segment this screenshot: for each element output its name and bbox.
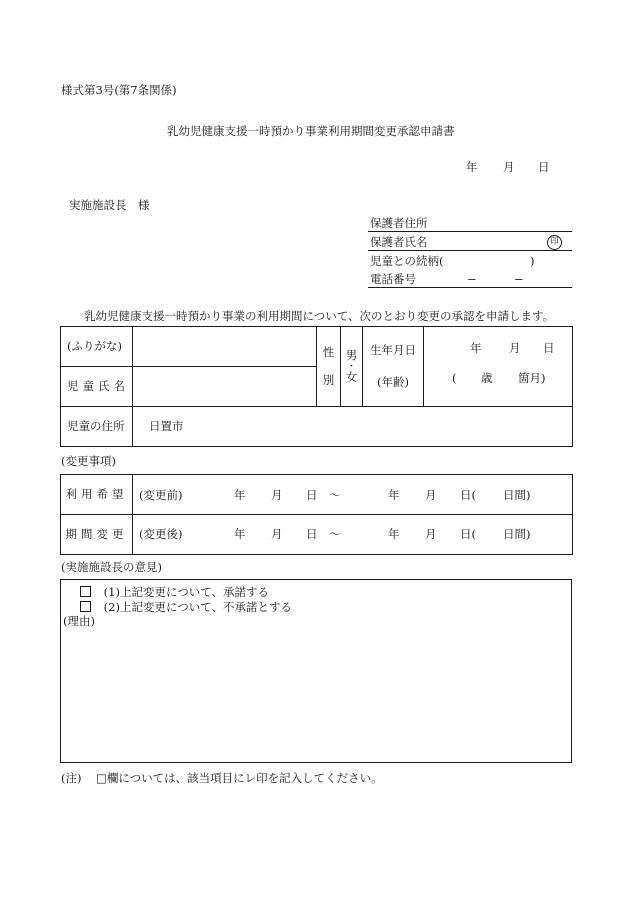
child-name-input[interactable] (133, 367, 317, 407)
before-to-day: 日( (460, 487, 476, 502)
after-from-day: 日 (306, 526, 318, 541)
date-month-label: 月 (503, 160, 515, 174)
after-to-month: 月 (425, 526, 437, 541)
birth-year: 年 (470, 340, 482, 355)
before-from-year: 年 (234, 487, 246, 502)
before-from-month: 月 (271, 487, 283, 502)
relation-label: 児童との続柄( (370, 254, 444, 268)
child-address-label: 児童の住所 (61, 407, 133, 447)
change-row1-label: 利用希望 (61, 475, 133, 515)
addressee: 実施施設長 様 (69, 198, 150, 212)
before-days: 日間) (503, 487, 531, 502)
form-title: 乳幼児健康支援一時預かり事業利用期間変更承認申請書 (167, 124, 455, 138)
seal-mark (547, 235, 562, 250)
birth-day: 日 (543, 340, 555, 355)
after-label: (変更後) (139, 526, 183, 541)
note-text: □欄については、該当項目にレ印を記入してください。 (96, 771, 383, 785)
relation-close: ) (530, 254, 535, 268)
before-label: (変更前) (139, 487, 183, 502)
change-table (60, 474, 573, 555)
furigana-input[interactable] (133, 327, 317, 367)
opinion-option-2[interactable] (80, 601, 292, 614)
phone-dash-1: − (467, 272, 477, 286)
child-info-table (60, 326, 573, 447)
before-tilde: 〜 (329, 487, 341, 502)
before-from-day: 日 (306, 487, 318, 502)
option-1-text: (1)上記変更について、承諾する (103, 585, 269, 599)
guardian-name-line[interactable] (368, 250, 572, 251)
birth-month: 月 (509, 340, 521, 355)
birth-label: 生年月日 (370, 343, 416, 357)
age-years: 歳 (481, 370, 493, 385)
note-label: (注) (61, 771, 82, 785)
sex-male[interactable]: 男 (345, 348, 358, 362)
change-section-label: (変更事項) (61, 454, 116, 468)
birth-label-cell (363, 327, 424, 407)
change-before-cell[interactable] (133, 475, 573, 515)
sex-label-1: 性 (322, 344, 335, 359)
sex-label-cell (317, 327, 341, 407)
age-open: ( (452, 370, 457, 385)
after-tilde: 〜 (329, 526, 341, 541)
change-after-cell[interactable] (133, 515, 573, 555)
phone-label: 電話番号 (370, 272, 416, 286)
age-months: 箇月) (518, 370, 546, 385)
change-row2-label: 期間変更 (61, 515, 133, 555)
after-from-month: 月 (271, 526, 283, 541)
after-days: 日間) (503, 526, 531, 541)
date-day-label: 日 (538, 160, 550, 174)
guardian-address-line[interactable] (368, 231, 572, 232)
guardian-name-label: 保護者氏名 (370, 235, 428, 249)
opinion-section-label: (実施施設長の意見) (61, 560, 162, 574)
sex-female[interactable]: 女 (345, 369, 358, 384)
seal-text: 印 (547, 235, 562, 250)
birth-age-cell[interactable] (424, 327, 573, 407)
opinion-box[interactable] (60, 579, 572, 763)
furigana-label: (ふりがな) (61, 327, 133, 367)
age-label: (年齢) (377, 374, 409, 389)
sex-label-2: 別 (322, 373, 335, 387)
child-address-value[interactable]: 日置市 (133, 407, 573, 447)
after-to-year: 年 (388, 526, 400, 541)
before-to-month: 月 (425, 487, 437, 502)
phone-line[interactable] (368, 287, 572, 288)
date-year-label: 年 (466, 160, 478, 174)
guardian-address-label: 保護者住所 (370, 216, 428, 230)
child-name-label: 児童氏名 (61, 367, 133, 407)
intro-text: 乳幼児健康支援一時預かり事業の利用期間について、次のとおり変更の承認を申請します。 (84, 309, 555, 323)
form-number: 様式第3号(第7条関係) (61, 83, 177, 97)
checkbox-icon[interactable] (80, 601, 91, 612)
option-2-text: (2)上記変更について、不承諾とする (103, 600, 292, 614)
after-from-year: 年 (234, 526, 246, 541)
before-to-year: 年 (388, 487, 400, 502)
phone-dash-2: − (514, 272, 524, 286)
sex-options-cell[interactable] (341, 327, 363, 407)
checkbox-icon[interactable] (80, 586, 91, 597)
reason-label: (理由) (63, 614, 95, 628)
after-to-day: 日( (460, 526, 476, 541)
opinion-option-1[interactable] (80, 586, 269, 599)
sex-dot: ・ (346, 361, 356, 372)
